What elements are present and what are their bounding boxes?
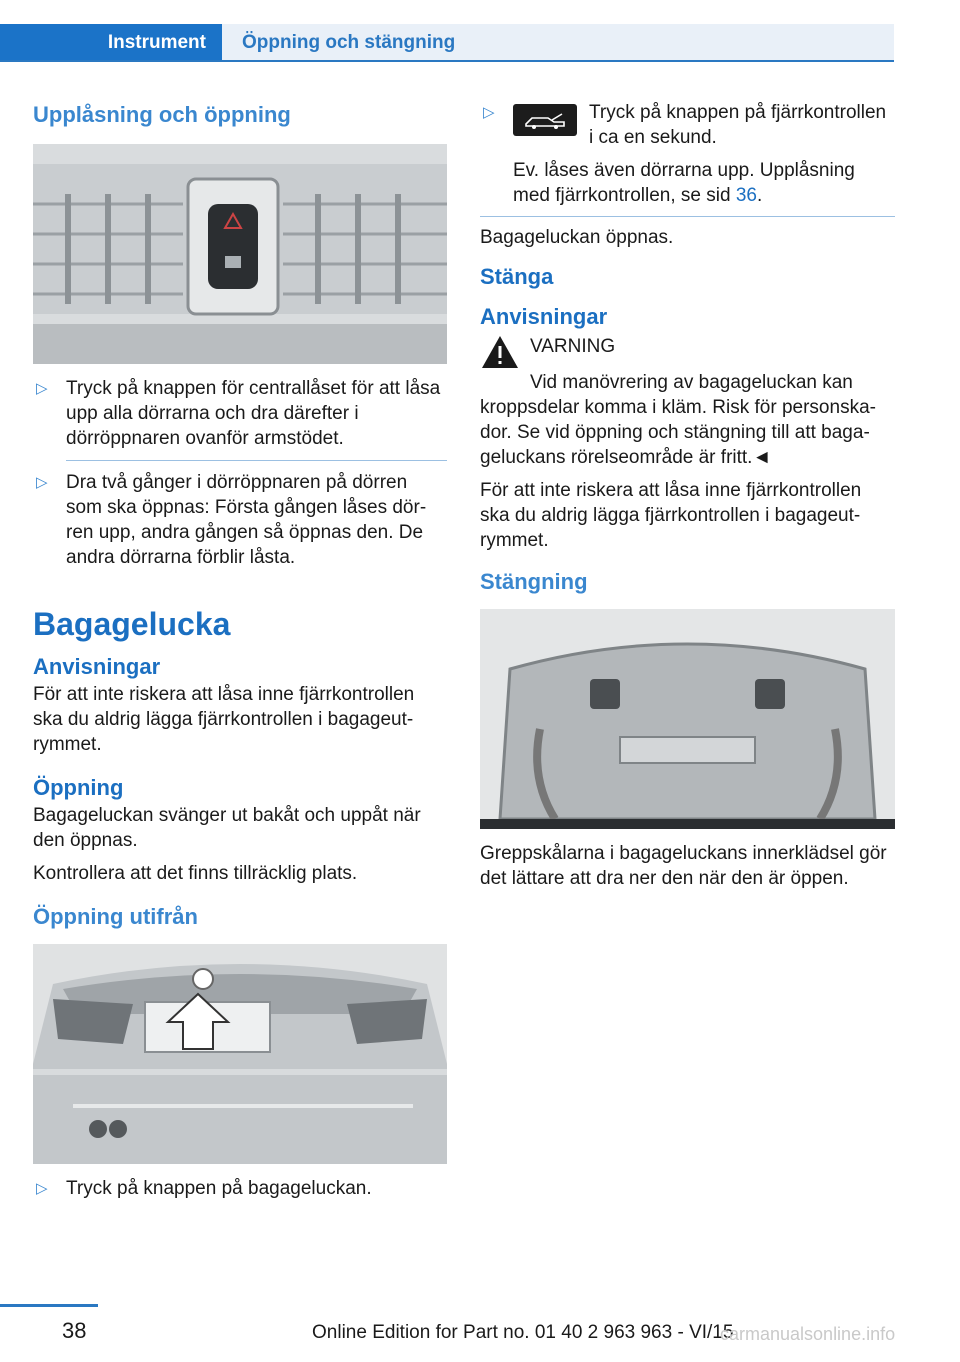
- closing-heading: Stängning: [480, 569, 588, 594]
- page-number: 38: [62, 1318, 87, 1343]
- edition-text: Online Edition for Part no. 01 40 2 963 963 - VI/15: [312, 1322, 734, 1343]
- close-heading: Stänga: [480, 264, 554, 289]
- bullet-triangle-icon: ▷: [483, 104, 495, 121]
- door-opener-illustration: [33, 144, 447, 364]
- trunk-opens-text: Bagageluckan öppnas.: [480, 227, 674, 248]
- car-rear-svg: [33, 944, 447, 1164]
- chapter-tab[interactable]: Instrument: [0, 24, 222, 62]
- bullet-text: Dra två gånger i dörröppnaren på dörren som ska öppnas: Första gången låses dörren upp, andra gången så öppnas den. De andra dörrarna förblir låsta.: [66, 472, 427, 568]
- warning-text: Vid manövrering av bagageluckan kan kroppsdelar komma i kläm. Risk för personskador. Se vid öppning och stängning till att bagageluckans rörelseområde är fritt.◄: [480, 372, 876, 468]
- bullet-item: [33, 1176, 447, 1201]
- opening-text-space: Kontrollera att det finns tillräcklig plats.: [33, 863, 358, 884]
- notes-text: För att inte riskera att låsa inne fjärrkontrollen ska du aldrig lägga fjärrkontrollen i bagageutrymmet.: [33, 684, 415, 755]
- trunk-lid-svg: [480, 609, 895, 829]
- remote-note-text: Ev. låses även dörrarna upp. Upplåsning med fjärrkontrollen, se sid: [513, 160, 855, 206]
- page-header: [0, 0, 960, 62]
- bullet-item: [33, 376, 447, 451]
- left-column: [33, 100, 447, 1201]
- right-column: [480, 100, 895, 891]
- bullet-text: Tryck på knappen på bagageluckan.: [66, 1178, 372, 1199]
- bullet-item: [33, 470, 447, 570]
- bullet-text: Tryck på knappen på fjärrkontrollen i ca en sekund.: [589, 102, 887, 148]
- close-notes-heading: Anvisningar: [480, 304, 608, 329]
- opening-heading: Öppning: [33, 775, 124, 800]
- warning-label: VARNING: [530, 336, 616, 357]
- page-link[interactable]: 36: [735, 185, 757, 206]
- door-opener-svg: [33, 144, 447, 364]
- section-tab[interactable]: Öppning och stängning: [222, 24, 894, 62]
- bullet-triangle-icon: ▷: [36, 380, 48, 397]
- car-trunk-icon: [522, 110, 568, 130]
- remote-trunk-button-icon: [513, 104, 577, 136]
- bullet-triangle-icon: ▷: [36, 474, 48, 491]
- bullet-text: Tryck på knappen för centrallåset för att låsa upp alla dörrarna och dra därefter i dörröppnaren ovanför armstödet.: [66, 378, 441, 449]
- warning-block: [480, 334, 895, 370]
- closing-text: Greppskålarna i bagageluckans innerklädsel gör det lättare att dra ner den när den är öppen.: [480, 843, 887, 889]
- footer-rule: [0, 1304, 98, 1307]
- outside-opening-heading: Öppning utifrån: [33, 904, 198, 929]
- remote-note: [480, 158, 895, 208]
- bullet-separator: [480, 216, 895, 217]
- section-title-unlocking: Upplåsning och öppning: [33, 102, 291, 127]
- opening-text: Bagageluckan svänger ut bakåt och uppåt när den öppnas.: [33, 805, 421, 851]
- trunk-lid-illustration: [480, 609, 895, 829]
- watermark: carmanualsonline.info: [720, 1324, 896, 1344]
- notes-heading: Anvisningar: [33, 654, 161, 679]
- close-notes-text: För att inte riskera att låsa inne fjärrkontrollen ska du aldrig lägga fjärrkontrollen i bagageutrymmet.: [480, 480, 862, 551]
- trunk-button-illustration: [33, 944, 447, 1164]
- remote-note-suffix: .: [756, 185, 763, 206]
- warning-triangle-icon: [480, 334, 520, 370]
- chapter-title-trunk: Bagagelucka: [33, 606, 231, 642]
- bullet-separator: [66, 460, 447, 461]
- bullet-item: [480, 100, 895, 150]
- header-rule: [0, 60, 894, 62]
- bullet-triangle-icon: ▷: [36, 1180, 48, 1197]
